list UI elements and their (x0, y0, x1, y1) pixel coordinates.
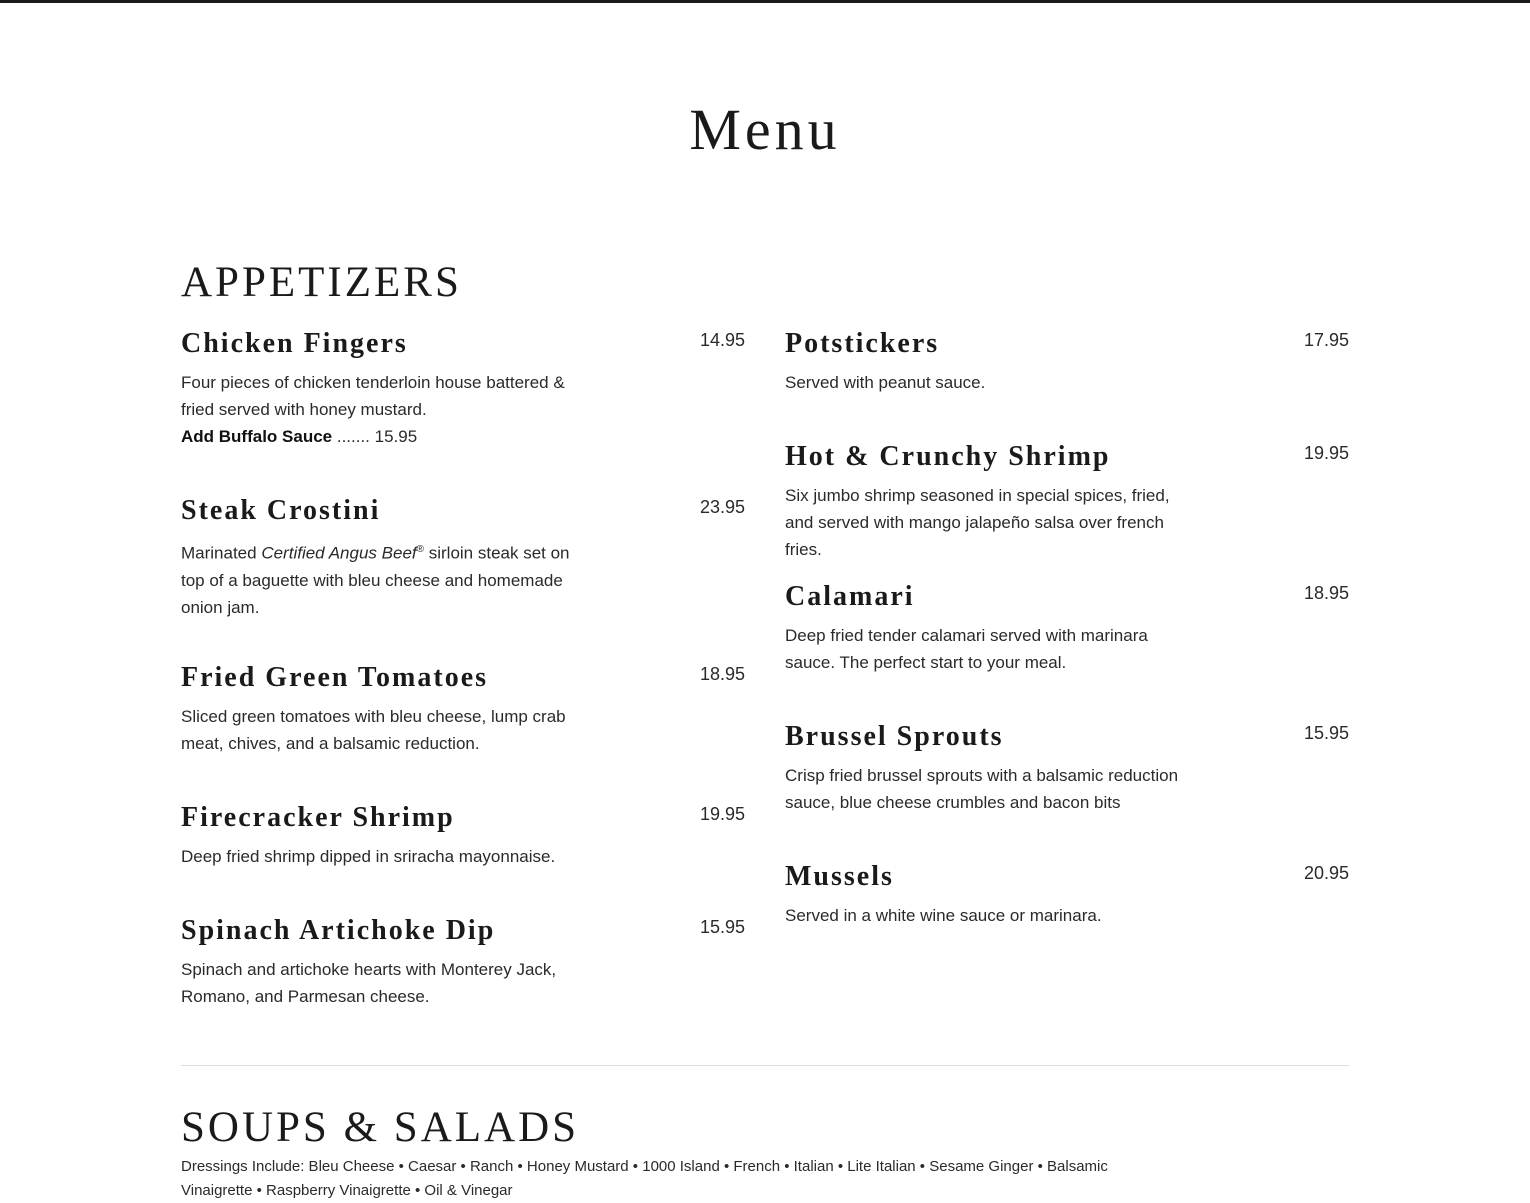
item-price: 15.95 (699, 917, 745, 937)
item-name: Fried Green Tomatoes (181, 662, 489, 693)
item-name: Potstickers (785, 328, 940, 359)
item-price: 20.95 (1303, 863, 1349, 883)
item-name: Steak Crostini (181, 495, 381, 526)
menu-item-spinach-artichoke-dip (181, 913, 745, 1010)
menu-item-steak-crostini (181, 493, 745, 660)
item-description: Sliced green tomatoes with bleu cheese, lump crab meat, chives, and a balsamic reduction. (181, 707, 566, 753)
item-name: Hot & Crunchy Shrimp (785, 441, 1111, 472)
dressings-list: Dressings Include: Bleu Cheese • Caesar • Ranch • Honey Mustard • 1000 Island • French • Italian • Lite Italian • Sesame Ginger • Balsamic Vinaigrette • Raspberry Vinaigrette • Oil & Vinegar (181, 1158, 1108, 1199)
menu-item-brussel-sprouts (785, 719, 1349, 859)
item-description: Four pieces of chicken tenderloin house battered & fried served with honey mustard. (181, 373, 565, 419)
item-price: 19.95 (1303, 443, 1349, 463)
item-price: 23.95 (699, 497, 745, 517)
item-name: Spinach Artichoke Dip (181, 915, 496, 946)
item-description: Spinach and artichoke hearts with Monterey Jack, Romano, and Parmesan cheese. (181, 960, 557, 1006)
menu-item-firecracker-shrimp (181, 800, 745, 913)
appetizers-right-column (785, 326, 1349, 929)
menu-item-mussels (785, 859, 1349, 929)
item-description: Served in a white wine sauce or marinara. (785, 906, 1102, 925)
item-price: 18.95 (1303, 583, 1349, 603)
section-title-appetizers: APPETIZERS (181, 259, 462, 306)
item-description: Served with peanut sauce. (785, 373, 986, 392)
item-description: Six jumbo shrimp seasoned in special spices, fried, and served with mango jalapeño salsa over french fries. (785, 486, 1170, 559)
item-price: 14.95 (699, 330, 745, 350)
item-name: Mussels (785, 861, 894, 892)
item-name: Brussel Sprouts (785, 721, 1004, 752)
addon-label: Add Buffalo Sauce (181, 427, 333, 446)
appetizers-left-column (181, 326, 745, 1010)
menu-item-hot-crunchy-shrimp (785, 439, 1349, 579)
item-name: Calamari (785, 581, 915, 612)
item-description: Deep fried tender calamari served with marinara sauce. The perfect start to your meal. (785, 626, 1148, 672)
addon-price: ....... 15.95 (332, 427, 418, 446)
page-title: Menu (689, 97, 841, 162)
item-price: 15.95 (1303, 723, 1349, 743)
top-border (0, 0, 1530, 3)
menu-item-chicken-fingers (181, 326, 745, 493)
item-price: 17.95 (1303, 330, 1349, 350)
item-name: Firecracker Shrimp (181, 802, 455, 833)
desc-text: sirloin steak set on top of a baguette with bleu cheese and homemade onion jam. (181, 543, 570, 617)
item-description: Deep fried shrimp dipped in sriracha mayonnaise. (181, 847, 556, 866)
item-description: Crisp fried brussel sprouts with a balsamic reduction sauce, blue cheese crumbles and bacon bits (785, 766, 1179, 812)
section-divider (181, 1065, 1349, 1066)
section-title-soups-salads: SOUPS & SALADS (181, 1104, 580, 1151)
brand-name: Certified Angus Beef (261, 543, 417, 563)
desc-text: Marinated (181, 543, 262, 563)
menu-item-calamari (785, 579, 1349, 719)
registered-mark: ® (416, 544, 424, 555)
item-price: 19.95 (699, 804, 745, 824)
menu-item-fried-green-tomatoes (181, 660, 745, 800)
menu-item-potstickers (785, 326, 1349, 439)
item-description (181, 536, 593, 621)
item-name: Chicken Fingers (181, 328, 408, 359)
item-addon (181, 423, 745, 450)
item-price: 18.95 (699, 664, 745, 684)
